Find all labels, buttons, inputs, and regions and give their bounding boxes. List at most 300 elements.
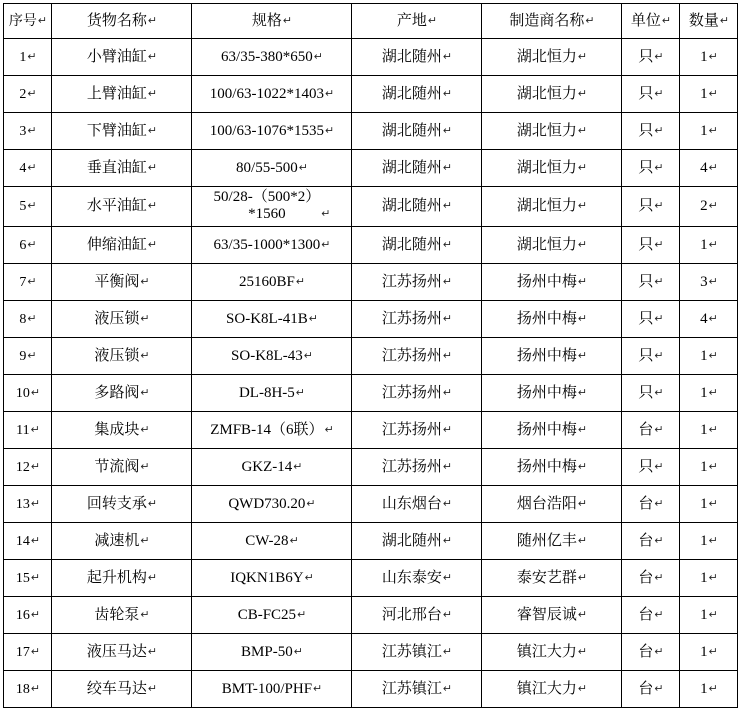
cell-origin [352, 338, 482, 375]
cell-maker-text: 扬州中梅 [516, 458, 577, 475]
paragraph-mark-icon: ↵ [654, 349, 664, 362]
cell-maker-text: 扬州中梅 [516, 347, 577, 364]
cell-goods-name [52, 187, 192, 227]
cell-qty-text: 1 [700, 85, 708, 102]
cell-origin [352, 76, 482, 113]
paragraph-mark-icon: ↵ [308, 312, 318, 325]
header-maker-text: 制造商名称 [509, 12, 585, 29]
paragraph-mark-icon: ↵ [442, 87, 453, 100]
cell-qty-text: 2 [700, 198, 708, 215]
table-row [4, 150, 738, 187]
paragraph-mark-icon: ↵ [654, 497, 664, 510]
cell-spec-text: 25160BF [238, 273, 295, 290]
cell-maker [482, 301, 622, 338]
paragraph-mark-icon: ↵ [147, 571, 158, 584]
paragraph-mark-icon: ↵ [306, 497, 316, 510]
paragraph-mark-icon: ↵ [442, 682, 453, 695]
paragraph-mark-icon: ↵ [708, 460, 718, 473]
cell-spec-text: DL-8H-5 [238, 384, 295, 401]
paragraph-mark-icon: ↵ [577, 312, 588, 325]
cell-index [4, 338, 52, 375]
cell-unit-text: 只 [638, 85, 654, 102]
paragraph-mark-icon: ↵ [313, 682, 323, 695]
paragraph-mark-icon: ↵ [577, 608, 588, 621]
cell-qty [680, 150, 738, 187]
paragraph-mark-icon: ↵ [654, 87, 664, 100]
paragraph-mark-icon: ↵ [654, 161, 664, 174]
document-page [0, 3, 742, 697]
cell-spec-text: 80/55-500 [236, 159, 298, 176]
table-row [4, 671, 738, 708]
table-row [4, 523, 738, 560]
cell-maker-text: 泰安艺群 [516, 569, 577, 586]
paragraph-mark-icon: ↵ [30, 497, 41, 510]
table-row [4, 113, 738, 150]
cell-maker [482, 76, 622, 113]
header-cell-spec [192, 4, 352, 39]
cell-unit [622, 301, 680, 338]
cell-maker-text: 湖北恒力 [516, 48, 577, 65]
cell-origin-text: 江苏扬州 [381, 384, 442, 401]
cell-origin [352, 264, 482, 301]
paragraph-mark-icon: ↵ [577, 161, 588, 174]
paragraph-mark-icon: ↵ [321, 208, 331, 221]
paragraph-mark-icon: ↵ [27, 161, 37, 174]
cell-maker [482, 486, 622, 523]
paragraph-mark-icon: ↵ [27, 200, 37, 213]
cell-maker-text: 扬州中梅 [516, 273, 577, 290]
cell-index [4, 39, 52, 76]
cell-maker-text: 睿智辰诚 [516, 606, 577, 623]
cell-spec-text: GKZ-14 [241, 458, 293, 475]
paragraph-mark-icon: ↵ [442, 312, 453, 325]
header-cell-index [4, 4, 52, 39]
cell-goods-name-text: 液压锁 [94, 347, 140, 364]
paragraph-mark-icon: ↵ [140, 386, 150, 399]
table-header [4, 4, 738, 39]
cell-goods-name-text: 多路阀 [94, 384, 140, 401]
cell-spec-text: SO-K8L-43 [231, 347, 303, 364]
cell-maker-text: 扬州中梅 [516, 421, 577, 438]
cell-goods-name-text: 起升机构 [86, 569, 147, 586]
cell-goods-name-text: 绞车马达 [86, 680, 147, 697]
table-row [4, 634, 738, 671]
cell-maker [482, 597, 622, 634]
cell-index [4, 671, 52, 708]
cell-goods-name-text: 减速机 [94, 532, 140, 549]
cell-unit [622, 264, 680, 301]
cell-maker [482, 338, 622, 375]
cell-spec-text: 63/35-380*650 [221, 48, 313, 65]
cell-origin [352, 150, 482, 187]
paragraph-mark-icon: ↵ [27, 349, 37, 362]
cell-index-text: 3 [19, 123, 27, 139]
cell-spec-text: SO-K8L-41B [226, 310, 308, 327]
paragraph-mark-icon: ↵ [654, 238, 664, 251]
cell-maker-text: 扬州中梅 [516, 310, 577, 327]
cell-index [4, 412, 52, 449]
cell-maker-text: 湖北恒力 [516, 159, 577, 176]
cell-unit [622, 150, 680, 187]
paragraph-mark-icon: ↵ [577, 682, 588, 695]
paragraph-mark-icon: ↵ [295, 386, 306, 399]
cell-unit [622, 375, 680, 412]
cell-unit-text: 只 [638, 236, 654, 253]
cell-maker-text: 湖北恒力 [516, 85, 577, 102]
cell-spec [192, 449, 352, 486]
paragraph-mark-icon: ↵ [147, 682, 158, 695]
header-origin-text: 产地 [396, 12, 427, 29]
table-row [4, 597, 738, 634]
cell-index [4, 150, 52, 187]
cell-origin-text: 江苏镇江 [381, 643, 442, 660]
table-row [4, 486, 738, 523]
cell-goods-name-text: 集成块 [94, 421, 140, 438]
cell-origin-text: 江苏扬州 [381, 310, 442, 327]
paragraph-mark-icon: ↵ [654, 423, 664, 436]
table-row [4, 227, 738, 264]
table-row [4, 187, 738, 227]
paragraph-mark-icon: ↵ [708, 312, 718, 325]
cell-origin [352, 39, 482, 76]
cell-spec-text: IQKN1B6Y [230, 569, 304, 586]
cell-spec [192, 486, 352, 523]
paragraph-mark-icon: ↵ [708, 161, 718, 174]
paragraph-mark-icon: ↵ [577, 124, 588, 137]
cell-origin [352, 301, 482, 338]
cell-qty [680, 264, 738, 301]
paragraph-mark-icon: ↵ [321, 238, 331, 251]
cell-maker-text: 随州亿丰 [516, 532, 577, 549]
paragraph-mark-icon: ↵ [30, 423, 40, 436]
cell-spec-text: 50/28-（500*2） *1560 [213, 189, 321, 223]
cell-index-text: 12 [15, 459, 30, 475]
cell-maker-text: 烟台浩阳 [516, 495, 577, 512]
cell-goods-name [52, 486, 192, 523]
cell-qty-text: 1 [700, 569, 708, 586]
cell-index [4, 187, 52, 227]
cell-goods-name [52, 412, 192, 449]
paragraph-mark-icon: ↵ [27, 275, 37, 288]
cell-index [4, 597, 52, 634]
cell-spec [192, 671, 352, 708]
cell-unit [622, 338, 680, 375]
cell-qty [680, 634, 738, 671]
cell-origin [352, 560, 482, 597]
cell-qty-text: 4 [700, 159, 708, 176]
cell-index-text: 17 [15, 644, 30, 660]
cell-index-text: 11 [16, 422, 30, 438]
cell-unit [622, 671, 680, 708]
cell-index-text: 13 [15, 496, 30, 512]
cell-qty [680, 597, 738, 634]
cell-qty [680, 113, 738, 150]
paragraph-mark-icon: ↵ [442, 423, 453, 436]
cell-unit [622, 113, 680, 150]
cell-origin [352, 597, 482, 634]
cell-qty-text: 1 [700, 643, 708, 660]
cell-index [4, 76, 52, 113]
cell-unit-text: 台 [638, 569, 654, 586]
paragraph-mark-icon: ↵ [708, 238, 718, 251]
paragraph-mark-icon: ↵ [298, 161, 308, 174]
paragraph-mark-icon: ↵ [140, 534, 150, 547]
paragraph-mark-icon: ↵ [708, 534, 718, 547]
cell-spec [192, 227, 352, 264]
paragraph-mark-icon: ↵ [442, 349, 453, 362]
cell-goods-name [52, 597, 192, 634]
paragraph-mark-icon: ↵ [147, 497, 158, 510]
header-cell-maker [482, 4, 622, 39]
cell-spec [192, 338, 352, 375]
cell-maker [482, 634, 622, 671]
cell-maker-text: 湖北恒力 [516, 236, 577, 253]
paragraph-mark-icon: ↵ [577, 349, 588, 362]
cell-index [4, 375, 52, 412]
paragraph-mark-icon: ↵ [654, 312, 664, 325]
cell-maker [482, 671, 622, 708]
paragraph-mark-icon: ↵ [293, 460, 303, 473]
cell-spec-text: QWD730.20 [228, 495, 306, 512]
paragraph-mark-icon: ↵ [442, 571, 453, 584]
cell-goods-name-text: 伸缩油缸 [86, 236, 147, 253]
paragraph-mark-icon: ↵ [304, 571, 314, 584]
cell-spec-text: ZMFB-14（6联） [210, 421, 324, 438]
cell-unit-text: 只 [638, 384, 654, 401]
table-row [4, 76, 738, 113]
cell-origin [352, 412, 482, 449]
cell-goods-name-text: 平衡阀 [94, 273, 140, 290]
paragraph-mark-icon: ↵ [442, 497, 453, 510]
cell-spec-text: 63/35-1000*1300 [213, 236, 321, 253]
paragraph-mark-icon: ↵ [577, 423, 588, 436]
paragraph-mark-icon: ↵ [140, 349, 150, 362]
paragraph-mark-icon: ↵ [654, 682, 664, 695]
table-row [4, 264, 738, 301]
cell-unit-text: 只 [638, 198, 654, 215]
paragraph-mark-icon: ↵ [27, 50, 37, 63]
cell-origin [352, 523, 482, 560]
paragraph-mark-icon: ↵ [654, 50, 664, 63]
paragraph-mark-icon: ↵ [30, 571, 41, 584]
cell-origin-text: 湖北随州 [381, 48, 442, 65]
paragraph-mark-icon: ↵ [585, 14, 595, 27]
paragraph-mark-icon: ↵ [442, 275, 453, 288]
cell-goods-name-text: 齿轮泵 [94, 606, 140, 623]
cell-goods-name [52, 264, 192, 301]
cell-qty [680, 449, 738, 486]
paragraph-mark-icon: ↵ [577, 200, 588, 213]
cell-goods-name [52, 449, 192, 486]
cell-origin-text: 湖北随州 [381, 236, 442, 253]
cell-index [4, 449, 52, 486]
paragraph-mark-icon: ↵ [324, 124, 335, 137]
paragraph-mark-icon: ↵ [289, 534, 299, 547]
table-row [4, 412, 738, 449]
cell-qty [680, 560, 738, 597]
paragraph-mark-icon: ↵ [577, 275, 588, 288]
cell-index [4, 523, 52, 560]
cell-index [4, 113, 52, 150]
paragraph-mark-icon: ↵ [324, 87, 335, 100]
cell-qty [680, 671, 738, 708]
cell-index-text: 16 [15, 607, 30, 623]
cell-qty [680, 39, 738, 76]
paragraph-mark-icon: ↵ [708, 87, 718, 100]
cell-maker [482, 375, 622, 412]
cell-qty-text: 1 [700, 236, 708, 253]
cell-index-text: 14 [15, 533, 30, 549]
cell-maker-text: 镇江大力 [516, 643, 577, 660]
cell-unit-text: 只 [638, 458, 654, 475]
paragraph-mark-icon: ↵ [442, 645, 453, 658]
cell-index-text: 4 [19, 160, 27, 176]
header-qty-text: 数量 [688, 12, 719, 29]
cell-spec [192, 523, 352, 560]
paragraph-mark-icon: ↵ [442, 238, 453, 251]
cell-unit [622, 634, 680, 671]
paragraph-mark-icon: ↵ [654, 200, 664, 213]
paragraph-mark-icon: ↵ [303, 349, 313, 362]
paragraph-mark-icon: ↵ [140, 460, 150, 473]
cell-goods-name-text: 上臂油缸 [86, 85, 147, 102]
paragraph-mark-icon: ↵ [577, 460, 588, 473]
cell-index-text: 6 [19, 237, 27, 253]
cell-origin-text: 江苏扬州 [381, 273, 442, 290]
cell-origin-text: 江苏扬州 [381, 458, 442, 475]
cell-index-text: 8 [19, 311, 27, 327]
cell-goods-name-text: 回转支承 [86, 495, 147, 512]
paragraph-mark-icon: ↵ [577, 645, 588, 658]
cell-maker [482, 150, 622, 187]
cell-goods-name [52, 76, 192, 113]
cell-unit [622, 523, 680, 560]
header-cell-name [52, 4, 192, 39]
paragraph-mark-icon: ↵ [313, 50, 323, 63]
paragraph-mark-icon: ↵ [577, 87, 588, 100]
cell-unit [622, 597, 680, 634]
cell-unit [622, 227, 680, 264]
cell-index-text: 5 [19, 199, 27, 215]
paragraph-mark-icon: ↵ [27, 87, 37, 100]
paragraph-mark-icon: ↵ [147, 14, 158, 27]
cell-index-text: 18 [15, 681, 30, 697]
cell-origin [352, 187, 482, 227]
cell-unit-text: 台 [638, 606, 654, 623]
cell-index-text: 1 [19, 49, 27, 65]
cell-qty [680, 187, 738, 227]
cell-maker [482, 187, 622, 227]
paragraph-mark-icon: ↵ [708, 423, 718, 436]
cell-maker [482, 449, 622, 486]
paragraph-mark-icon: ↵ [442, 50, 453, 63]
cell-spec-text: 100/63-1076*1535 [209, 122, 324, 139]
paragraph-mark-icon: ↵ [654, 275, 664, 288]
cell-maker [482, 39, 622, 76]
cell-unit-text: 只 [638, 159, 654, 176]
paragraph-mark-icon: ↵ [442, 460, 453, 473]
cell-unit-text: 台 [638, 421, 654, 438]
paragraph-mark-icon: ↵ [140, 423, 150, 436]
header-cell-qty [680, 4, 738, 39]
cell-qty-text: 1 [700, 384, 708, 401]
cell-goods-name-text: 液压马达 [86, 643, 147, 660]
cell-unit [622, 560, 680, 597]
cell-origin [352, 227, 482, 264]
paragraph-mark-icon: ↵ [708, 571, 718, 584]
paragraph-mark-icon: ↵ [654, 386, 664, 399]
paragraph-mark-icon: ↵ [27, 124, 37, 137]
cell-qty-text: 1 [700, 495, 708, 512]
paragraph-mark-icon: ↵ [708, 349, 718, 362]
paragraph-mark-icon: ↵ [37, 14, 48, 27]
paragraph-mark-icon: ↵ [442, 608, 453, 621]
cell-unit-text: 台 [638, 680, 654, 697]
paragraph-mark-icon: ↵ [140, 275, 150, 288]
header-name-text: 货物名称 [86, 12, 147, 29]
cell-goods-name-text: 水平油缸 [86, 198, 147, 215]
paragraph-mark-icon: ↵ [282, 14, 293, 27]
cell-spec [192, 264, 352, 301]
cell-goods-name-text: 小臂油缸 [86, 48, 147, 65]
paragraph-mark-icon: ↵ [324, 423, 334, 436]
cell-goods-name [52, 39, 192, 76]
header-index-text: 序号 [8, 13, 37, 29]
cell-qty-text: 3 [700, 273, 708, 290]
paragraph-mark-icon: ↵ [708, 497, 718, 510]
cell-goods-name [52, 560, 192, 597]
paragraph-mark-icon: ↵ [442, 534, 453, 547]
paragraph-mark-icon: ↵ [577, 386, 588, 399]
table-row [4, 39, 738, 76]
cell-spec-text: BMT-100/PHF [221, 680, 313, 697]
cell-origin-text: 湖北随州 [381, 159, 442, 176]
cell-maker [482, 264, 622, 301]
paragraph-mark-icon: ↵ [577, 534, 588, 547]
cell-maker-text: 湖北恒力 [516, 198, 577, 215]
cell-index [4, 227, 52, 264]
cell-spec-text: CW-28 [245, 532, 289, 549]
cell-origin-text: 河北邢台 [381, 606, 442, 623]
cell-maker [482, 523, 622, 560]
cell-goods-name [52, 338, 192, 375]
cell-goods-name [52, 150, 192, 187]
paragraph-mark-icon: ↵ [147, 124, 158, 137]
paragraph-mark-icon: ↵ [442, 124, 453, 137]
cell-goods-name [52, 227, 192, 264]
cell-spec [192, 375, 352, 412]
header-unit-text: 单位 [630, 12, 661, 29]
cell-origin-text: 江苏镇江 [381, 680, 442, 697]
table-row [4, 375, 738, 412]
paragraph-mark-icon: ↵ [30, 682, 41, 695]
paragraph-mark-icon: ↵ [30, 386, 41, 399]
paragraph-mark-icon: ↵ [297, 608, 307, 621]
cell-spec [192, 560, 352, 597]
cell-index [4, 486, 52, 523]
paragraph-mark-icon: ↵ [577, 50, 588, 63]
cell-origin-text: 湖北随州 [381, 85, 442, 102]
cell-origin [352, 113, 482, 150]
cell-index-text: 10 [15, 385, 30, 401]
paragraph-mark-icon: ↵ [30, 460, 41, 473]
header-spec-text: 规格 [251, 12, 282, 29]
cell-qty [680, 227, 738, 264]
cell-maker-text: 镇江大力 [516, 680, 577, 697]
cell-qty-text: 1 [700, 458, 708, 475]
paragraph-mark-icon: ↵ [147, 87, 158, 100]
cell-index [4, 634, 52, 671]
